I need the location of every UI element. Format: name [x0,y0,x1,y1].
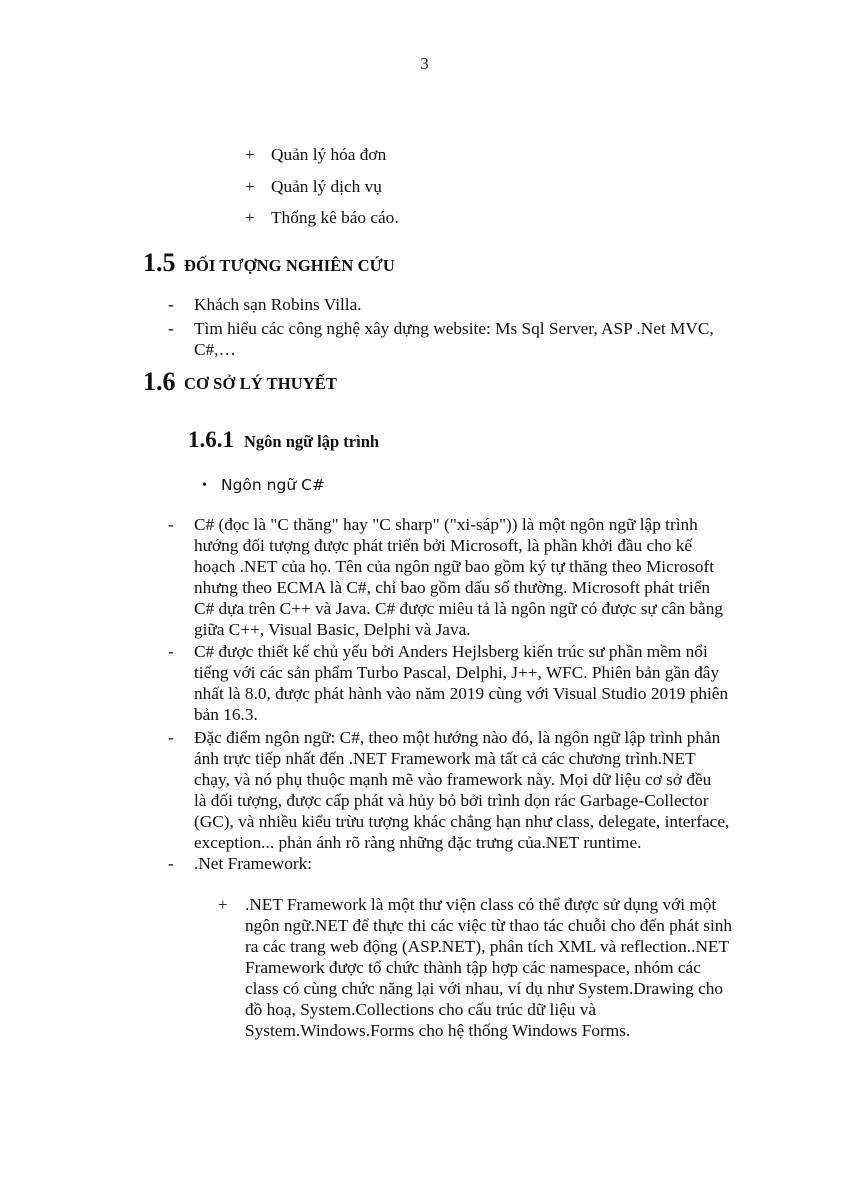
subsection-number: 1.6.1 [188,427,234,452]
sub-item-line: ra các trang web động (ASP.NET), phân tích XML và reflection..NET [245,937,730,956]
sub-item-line: ngôn ngữ.NET để thực thi các việc từ thao tác chuỗi cho đến phát sinh [245,916,733,935]
list-item-line: Tìm hiểu các công nghệ xây dựng website: Ms Sql Server, ASP .Net MVC, [194,319,714,338]
paragraph-line: hướng đối tượng được phát triển bởi Microsoft, là phần khởi đầu cho kế [194,536,693,555]
paragraph-line: Đặc điểm ngôn ngữ: C#, theo một hướng nào đó, là ngôn ngữ lập trình phản [194,728,721,747]
dash-marker: - [168,319,174,338]
section-title: CƠ SỞ LÝ THUYẾT [184,374,337,393]
dash-marker: - [168,295,174,314]
paragraph-line: chạy, và nó phụ thuộc mạnh mẽ vào framework này. Mọi dữ liệu cơ sở đều [194,770,712,789]
list-item: Khách sạn Robins Villa. [194,295,362,314]
paragraph-line: tiếng với các sản phẩm Turbo Pascal, Delphi, J++, WFC. Phiên bản gần đây [194,663,720,682]
plus-marker: + [245,208,255,227]
section-number: 1.5 [143,248,176,277]
sub-item-line: đồ hoạ, System.Collections cho cấu trúc dữ liệu và [245,1000,597,1019]
paragraph-line: là đối tượng, được cấp phát và hủy bỏ bởi trình dọn rác Garbage-Collector [194,791,709,810]
sub-item-line: Framework được tổ chức thành tập hợp các namespace, nhóm các [245,958,701,977]
bullet-marker: • [202,478,207,493]
bullet-item: Ngôn ngữ C# [221,476,325,494]
subsection-title: Ngôn ngữ lập trình [244,432,380,451]
section-number: 1.6 [143,367,176,396]
paragraph-line: .Net Framework: [194,854,313,873]
plus-marker: + [245,177,255,196]
list-item: Quản lý dịch vụ [271,177,382,196]
sub-item-line: System.Windows.Forms cho hệ thống Windows Forms. [245,1021,631,1040]
dash-marker: - [168,642,174,661]
page-number: 3 [420,54,429,73]
paragraph-line: bản 16.3. [194,705,258,724]
paragraph-line: nhất là 8.0, được phát hành vào năm 2019 cùng với Visual Studio 2019 phiên [194,684,729,703]
paragraph-line: hoạch .NET của họ. Tên của ngôn ngữ bao gồm ký tự thăng theo Microsoft [194,557,715,576]
paragraph-line: nhưng theo ECMA là C#, chỉ bao gồm dấu số thường. Microsoft phát triển [194,578,711,597]
section-title: ĐỐI TƯỢNG NGHIÊN CỨU [184,256,395,275]
sub-item-line: class có cùng chức năng lại với nhau, ví dụ như System.Drawing cho [245,979,724,998]
paragraph-line: ánh trực tiếp nhất đến .NET Framework mà tất cả các chương trình.NET [194,749,696,768]
plus-marker: + [245,145,255,164]
list-item-line: C#,… [194,340,236,359]
list-item: Thống kê báo cáo. [271,208,399,227]
list-item: Quản lý hóa đơn [271,145,387,164]
dash-marker: - [168,728,174,747]
paragraph-line: exception... phản ánh rõ ràng những đặc trưng của.NET runtime. [194,833,642,852]
paragraph-line: C# (đọc là "C thăng" hay "C sharp" ("xi-sáp")) là một ngôn ngữ lập trình [194,515,698,534]
paragraph-line: giữa C++, Visual Basic, Delphi và Java. [194,620,471,639]
sub-item-line: .NET Framework là một thư viện class có thể được sử dụng với một [245,895,717,914]
plus-marker: + [218,895,228,914]
dash-marker: - [168,515,174,534]
paragraph-line: (GC), và nhiều kiểu trừu tượng khác chẳng hạn như class, delegate, interface, [194,812,730,831]
dash-marker: - [168,854,174,873]
paragraph-line: C# được thiết kế chủ yếu bởi Anders Hejlsberg kiến trúc sư phần mềm nổi [194,642,708,661]
paragraph-line: C# dựa trên C++ và Java. C# được miêu tả là ngôn ngữ có được sự cân bằng [194,599,723,618]
